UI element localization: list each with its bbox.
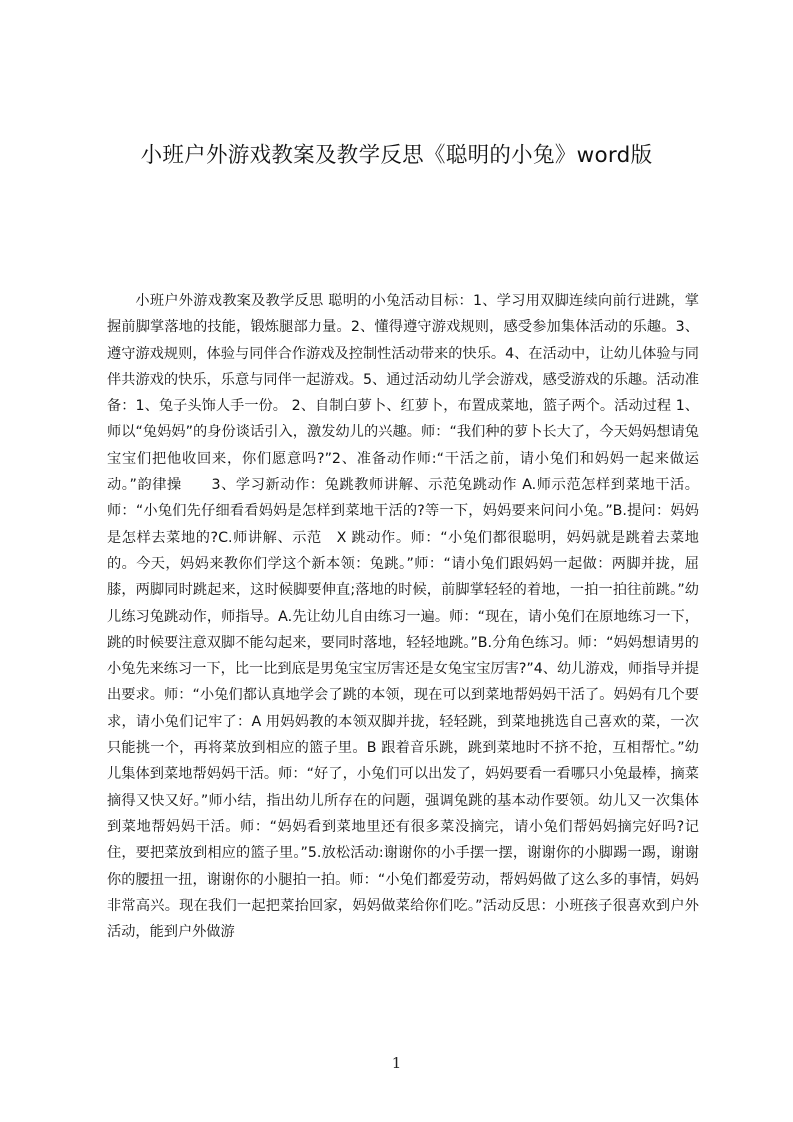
document-body-text: 小班户外游戏教案及教学反思 聪明的小兔活动目标：1、学习用双脚连续向前行进跳，掌握前脚掌落地的技能，锻炼腿部力量。2、懂得遵守游戏规则，感受参加集体活动的乐趣。3、遵守游戏规则，体验与同伴合作游戏及控制性活动带来的快乐。4、在活动中，让幼儿体验与同伴共游戏的快乐，乐意与同伴一起游戏。5、通过活动幼儿学会游戏，感受游戏的乐趣。活动准备：1、兔子头饰人手一份。 2、自制白萝卜、红萝卜，布置成菜地，篮子两个。活动过程 1、师以“兔妈妈”的身份谈话引入，激发幼儿的兴趣。师：“我们种的萝卜长大了，今天妈妈想请兔宝宝们把他收回来，你们愿意吗?”2、准备动作师:“干活之前，请小兔们和妈妈一起来做运动。”韵律操 3、学习新动作：兔跳教师讲解、示范兔跳动作 A.师示范怎样到菜地干活。师：“小兔们先仔细看看妈妈是怎样到菜地干活的?等一下，妈妈要来问问小兔。”B.提问：妈妈是怎样去菜地的?C.师讲解、示范 X 跳动作。师：“小兔们都很聪明，妈妈就是跳着去菜地的。今天，妈妈来教你们学这个新本领：兔跳。”师：“请小兔们跟妈妈一起做：两脚并拢，屈膝，两脚同时跳起来，这时候脚要伸直;落地的时候，前脚掌轻轻的着地，一拍一拍往前跳。”幼儿练习兔跳动作，师指导。A.先让幼儿自由练习一遍。师：“现在，请小兔们在原地练习一下，跳的时候要注意双脚不能勾起来，要同时落地，轻轻地跳。”B.分角色练习。师：“妈妈想请男的小兔先来练习一下，比一比到底是男兔宝宝厉害还是女兔宝宝厉害?”4、幼儿游戏，师指导并提出要求。师：“小兔们都认真地学会了跳的本领，现在可以到菜地帮妈妈干活了。妈妈有几个要求，请小兔们记牢了：A 用妈妈教的本领双脚并拢，轻轻跳，到菜地挑选自己喜欢的菜，一次只能挑一个，再将菜放到相应的篮子里。B 跟着音乐跳，跳到菜地时不挤不抢，互相帮忙。”幼儿集体到菜地帮妈妈干活。师：“好了，小兔们可以出发了，妈妈要看一看哪只小兔最棒，摘菜摘得又快又好。”师小结，指出幼儿所存在的问题，强调兔跳的基本动作要领。幼儿又一次集体到菜地帮妈妈干活。师：“妈妈看到菜地里还有很多菜没摘完，请小兔们帮妈妈摘完好吗?记住，要把菜放到相应的篮子里。”5.放松活动:谢谢你的小手摆一摆，谢谢你的小脚踢一踢，谢谢你的腰扭一扭，谢谢你的小腿拍一拍。师：“小兔们都爱劳动，帮妈妈做了这么多的事情，妈妈非常高兴。现在我们一起把菜抬回家，妈妈做菜给你们吃。”活动反思：小班孩子很喜欢到户外活动，能到户外做游 [107,293,699,941]
document-title: 小班户外游戏教案及教学反思《聪明的小兔》word版 [140,143,653,168]
page-number: 1 [391,1054,402,1072]
